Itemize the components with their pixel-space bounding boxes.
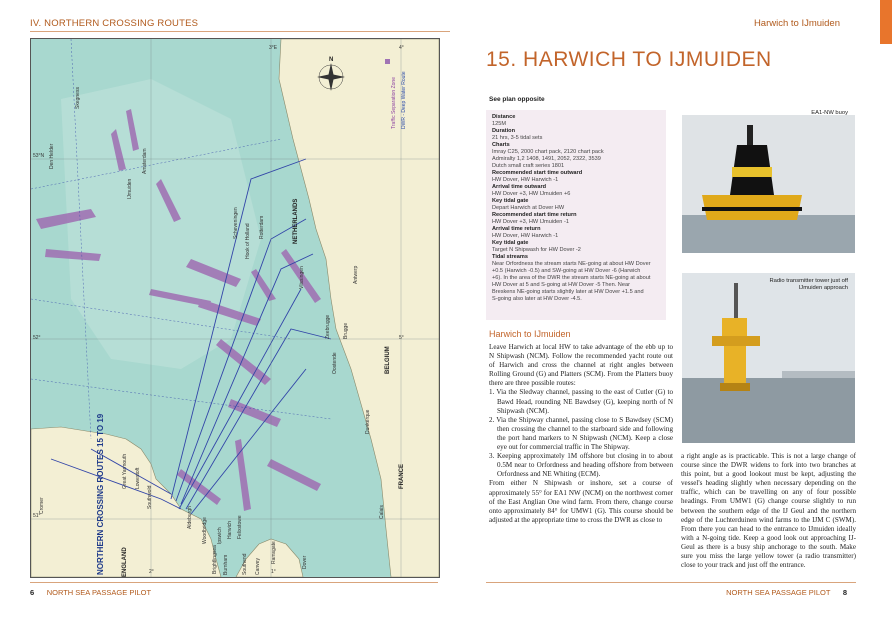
data-value: S-going also later at HW Dover -4.5. bbox=[492, 296, 582, 302]
place-burnham: Burnham bbox=[223, 554, 229, 575]
data-value: HW Dover +3, HW IJmuiden +6 bbox=[492, 191, 571, 197]
grid-label-51: 51° bbox=[33, 513, 41, 519]
data-row bbox=[492, 170, 660, 177]
place-amsterdam: Amsterdam bbox=[142, 148, 148, 174]
data-row bbox=[492, 275, 660, 282]
grid-label-4: 4° bbox=[399, 45, 404, 51]
place-hook-of-holland: Hook of Holland bbox=[245, 223, 251, 259]
data-key: Key tidal gate bbox=[492, 198, 529, 204]
data-key: Arrival time return bbox=[492, 226, 541, 232]
compass-north: N bbox=[329, 57, 334, 63]
data-value: +0.5 (Harwich -0.5) and SW-going at HW Dover -6 (Harwich bbox=[492, 268, 641, 274]
grid-label-52: 52° bbox=[33, 335, 41, 341]
place-zeebrugge: Zeebrugge bbox=[325, 314, 331, 339]
footer-rule-right bbox=[486, 582, 856, 583]
section-heading: Harwich to IJmuiden bbox=[489, 329, 571, 339]
passage-data-box bbox=[486, 110, 666, 320]
data-row bbox=[492, 114, 660, 121]
place-lowestoft: Lowestoft bbox=[135, 467, 141, 489]
data-row bbox=[492, 163, 660, 170]
place-southwold: Southwold bbox=[147, 485, 153, 509]
footer-title-left: NORTH SEA PASSAGE PILOT bbox=[46, 588, 152, 597]
paragraph: From either N Shipwash or inshore, set a course of approximately 55° for EA1 NW (NCM) on the northwest corner of the East Anglian One wind farm. From there, change course onto approximately 84° for UMW1 (G). This course should be adjusted at the appropriate time to cross the DWR as close to bbox=[489, 479, 673, 524]
data-key: Charts bbox=[492, 142, 510, 148]
place-brugge: Brugge bbox=[343, 322, 349, 339]
map-corner-title: NORTHERN CROSSING ROUTES 15 TO 19 bbox=[96, 413, 105, 575]
footer-right bbox=[726, 588, 847, 597]
data-row bbox=[492, 205, 660, 212]
data-row bbox=[492, 240, 660, 247]
data-value: HW Dover +3, HW IJmuiden -1 bbox=[492, 219, 569, 225]
data-key: Recommended start time return bbox=[492, 212, 577, 218]
data-row bbox=[492, 289, 660, 296]
body-text-left bbox=[489, 343, 673, 525]
legend-tss: Traffic Separation Zone bbox=[391, 77, 397, 129]
page-number-left: 6 bbox=[30, 588, 35, 597]
data-key: Key tidal gate bbox=[492, 240, 529, 246]
place-great-yarmouth: Great Yarmouth bbox=[122, 453, 128, 489]
data-value: 21 hrs, 3-5 tidal sets bbox=[492, 135, 543, 141]
place-vlissingen: Vlissingen bbox=[299, 266, 305, 289]
place-scheveningen: Scheveningen bbox=[233, 207, 239, 239]
photo-caption-buoy: EA1-NW buoy bbox=[811, 110, 848, 116]
place-ramsgate: Ramsgate bbox=[271, 541, 277, 564]
legend-dwr: DWR - Deep Water Route bbox=[401, 71, 407, 129]
page-number-right: 8 bbox=[842, 588, 847, 597]
data-row bbox=[492, 198, 660, 205]
data-value: 125M bbox=[492, 121, 506, 127]
data-row bbox=[492, 219, 660, 226]
data-value: Breskens NE-going starts slightly later at HW Dover +1.5 and bbox=[492, 289, 644, 295]
place-southend: Southend bbox=[242, 553, 248, 575]
data-row bbox=[492, 177, 660, 184]
depth-shade bbox=[61, 79, 261, 369]
body-text-right: a right angle as is practicable. This is not a large change of course since the DWR widens to fork into two branches at this point, but a good lookout must be kept, adjusting the vessel's heading slightly when necessary depending on the traffic, which can be travelling on any of four possible headings. From UMW1 (G) change course slightly to run between the southern edge of the IJ Geul and the northern edge of the Luchterduinen wind farms to the IJM C (SWM). From there you can head to the entrance to IJmuiden ideally with a N-going tide. Keep a good look out approaching IJ-Geul as there is a busy ship anchorage to the south. Make sure you miss the large yellow tower (a radio transmitter) close to your track and just off the entrance. bbox=[681, 452, 856, 570]
grid-label-3e: 3°E bbox=[269, 45, 278, 51]
data-row bbox=[492, 135, 660, 142]
place-harwich: Harwich bbox=[227, 520, 233, 539]
grid-label-5: 5° bbox=[399, 335, 404, 341]
data-row bbox=[492, 261, 660, 268]
page-title: 15. HARWICH TO IJMUIDEN bbox=[486, 48, 772, 71]
data-row bbox=[492, 226, 660, 233]
data-row bbox=[492, 184, 660, 191]
grid-label-53n: 53°N bbox=[33, 153, 45, 159]
data-value: Near Orfordness the stream starts NE-going at about HW Dover bbox=[492, 261, 651, 267]
place-ijmuiden: IJmuiden bbox=[127, 178, 133, 199]
data-row bbox=[492, 247, 660, 254]
place-felixstowe: Felixstowe bbox=[237, 515, 243, 539]
footer-title-right: NORTH SEA PASSAGE PILOT bbox=[726, 588, 831, 597]
data-value: Admiralty 1,2 1408, 1491, 2052, 2322, 3539 bbox=[492, 156, 601, 162]
data-value: Imray C25, 2000 chart pack, 2120 chart pack bbox=[492, 149, 604, 155]
data-value: Target N Shipwash for HW Dover -2 bbox=[492, 247, 581, 253]
place-antwerp: Antwerp bbox=[353, 265, 359, 284]
list-item: 1. Via the Sledway channel, passing to the east of Cutler (G) to Bawd Head, rounding NE Bawdsey (G), keeping north of N Shipwash (NCM). bbox=[489, 388, 673, 415]
data-key: Recommended start time outward bbox=[492, 170, 583, 176]
list-item: 2. Via the Shipway channel, passing close to S Bawdsey (SCM) then crossing the channel to the starboard side and following the port hand markers to N Shipwash (NCM). Keep a close eye out for commercial traffic in The Shipway. bbox=[489, 415, 673, 452]
data-row bbox=[492, 233, 660, 240]
place-den-helder: Den Helder bbox=[49, 143, 55, 169]
data-row bbox=[492, 282, 660, 289]
place-ipswich: Ipswich bbox=[217, 527, 223, 544]
data-row bbox=[492, 254, 660, 261]
place-skegness: Skegness bbox=[75, 87, 81, 109]
paragraph: Leave Harwich at local HW to take advantage of the ebb up to N Shipwash (NCM). Follow the recommended yacht route out of Harwich and cross the channel at right angles between Rolling Ground (G) and Platters (SCM). From the Platters buoy there are three possible routes: bbox=[489, 343, 673, 388]
header-section: Harwich to IJmuiden bbox=[753, 18, 840, 29]
country-england: ENGLAND bbox=[122, 547, 128, 577]
place-brightlingsea: Brightlingsea bbox=[212, 545, 218, 574]
place-dover: Dover bbox=[302, 555, 308, 569]
place-calais: Calais bbox=[379, 505, 385, 519]
route-map bbox=[30, 38, 440, 578]
footer-left bbox=[30, 588, 151, 597]
data-row bbox=[492, 191, 660, 198]
data-value: HW Dover, HW Harwich -1 bbox=[492, 233, 559, 239]
data-row bbox=[492, 149, 660, 156]
buoy-photo bbox=[682, 115, 855, 253]
data-key: Arrival time outward bbox=[492, 184, 547, 190]
data-row bbox=[492, 268, 660, 275]
country-france: FRANCE bbox=[399, 464, 405, 489]
place-oostende: Oostende bbox=[332, 352, 338, 374]
place-aldeburgh: Aldeburgh bbox=[187, 506, 193, 529]
data-value: Depart Harwich at Dover HW bbox=[492, 205, 565, 211]
data-row bbox=[492, 296, 660, 303]
data-row bbox=[492, 128, 660, 135]
photo-caption-tower: Radio transmitter tower just off IJmuiden approach bbox=[769, 278, 848, 291]
grid-label-2: 2° bbox=[149, 569, 154, 575]
data-value: Dutch small craft series 1801 bbox=[492, 163, 565, 169]
data-row bbox=[492, 142, 660, 149]
country-belgium: BELGIUM bbox=[385, 346, 391, 374]
tower-photo bbox=[682, 273, 855, 443]
list-item: 3. Keeping approximately 1M offshore but closing in to about 0.5M near to Orfordness and heading offshore from between Orfordness and NE Whiting (ECM). bbox=[489, 452, 673, 479]
data-key: Distance bbox=[492, 114, 516, 120]
header-chapter: IV. NORTHERN CROSSING ROUTES bbox=[30, 18, 199, 29]
data-value: +6). In the area of the DWR the stream starts NE-going at about bbox=[492, 275, 651, 281]
country-netherlands: NETHERLANDS bbox=[293, 198, 299, 244]
data-row bbox=[492, 121, 660, 128]
data-row bbox=[492, 212, 660, 219]
place-canvey: Canvey bbox=[255, 558, 261, 575]
grid-label-1: 1° bbox=[271, 569, 276, 575]
data-key: Duration bbox=[492, 128, 515, 134]
data-value: HW Dover at 5 and S-going at HW Dover -5 Then. Near bbox=[492, 282, 630, 288]
see-plan-note: See plan opposite bbox=[489, 96, 545, 103]
page-edge-tab bbox=[880, 0, 892, 44]
data-key: Tidal streams bbox=[492, 254, 528, 260]
place-dunkerque: Dunkerque bbox=[365, 409, 371, 434]
place-cromer: Cromer bbox=[39, 497, 45, 514]
chart-plan bbox=[31, 39, 439, 577]
data-value: HW Dover, HW Harwich -1 bbox=[492, 177, 559, 183]
place-rotterdam: Rotterdam bbox=[259, 215, 265, 239]
place-woodbridge: Woodbridge bbox=[202, 517, 208, 544]
footer-rule-left bbox=[30, 582, 438, 583]
header-rule bbox=[30, 31, 450, 32]
data-row bbox=[492, 156, 660, 163]
